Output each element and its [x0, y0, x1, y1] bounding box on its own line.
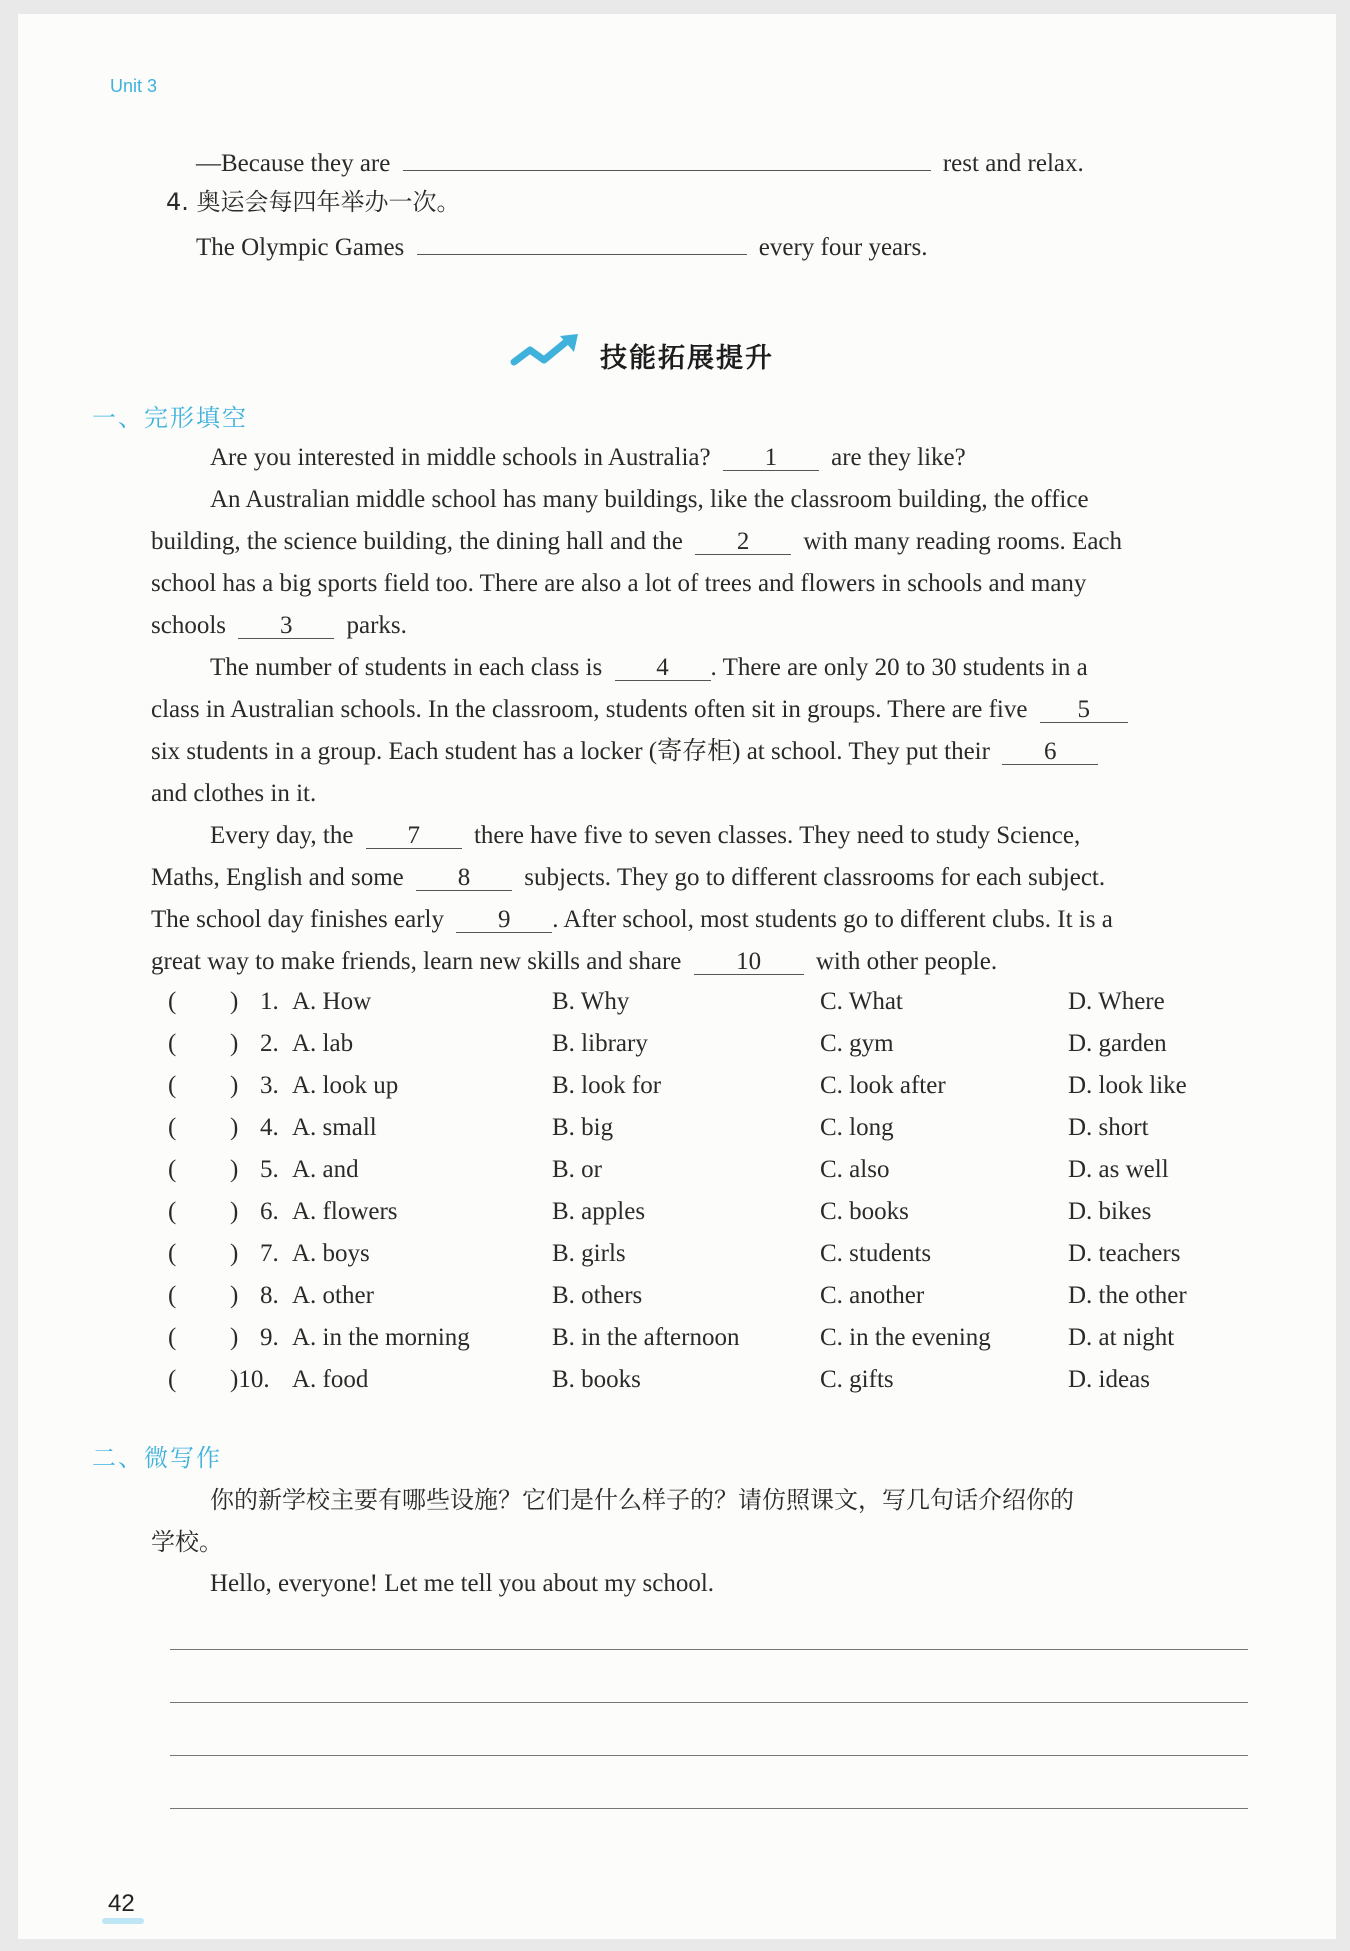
line-text: class in Australian schools. In the classroom, students often sit in groups. There are five: [151, 696, 1028, 723]
answer-paren-open: (: [168, 1366, 177, 1393]
writing-line-1[interactable]: [170, 1649, 1248, 1650]
option-a[interactable]: A. small: [292, 1114, 377, 1141]
writing-starter: Hello, everyone! Let me tell you about my school.: [210, 1570, 715, 1597]
option-c[interactable]: C. books: [820, 1198, 909, 1225]
answer-paren-close: ): [230, 1156, 239, 1183]
passage-line: [151, 736, 1098, 768]
writing-heading: 二、微写作: [92, 1444, 222, 1472]
answer-paren-close: ): [230, 1072, 239, 1099]
question-number: 4.: [260, 1114, 279, 1141]
option-c[interactable]: C. also: [820, 1156, 890, 1183]
blank-7[interactable]: 7: [366, 822, 462, 849]
answer-paren-open: (: [168, 1030, 177, 1057]
option-b[interactable]: B. Why: [552, 988, 630, 1015]
option-b[interactable]: B. books: [552, 1366, 641, 1393]
option-d[interactable]: D. bikes: [1068, 1198, 1152, 1225]
line-text: six students in a group. Each student has a locker (寄存柜) at school. They put their: [151, 738, 990, 765]
question-number: 5.: [260, 1156, 279, 1183]
question-number: )10.: [230, 1366, 270, 1393]
passage-line: [151, 946, 997, 978]
unit-label: Unit 3: [110, 76, 158, 96]
answer-paren-open: (: [168, 1240, 177, 1267]
option-c[interactable]: C. students: [820, 1240, 932, 1267]
trend-arrow-icon: [508, 332, 588, 372]
option-c[interactable]: C. another: [820, 1282, 925, 1309]
option-c[interactable]: C. long: [820, 1114, 894, 1141]
answer-paren-close: ): [230, 1240, 239, 1267]
blank-2[interactable]: 2: [695, 528, 791, 555]
answer-paren-close: ): [230, 1030, 239, 1057]
blank-9[interactable]: 9: [456, 906, 552, 933]
option-b[interactable]: B. look for: [552, 1072, 662, 1099]
line-text: are they like?: [831, 444, 966, 471]
line-text: The number of students in each class is: [210, 654, 603, 681]
line-text: Are you interested in middle schools in Australia?: [210, 444, 711, 471]
option-a[interactable]: A. in the morning: [292, 1324, 470, 1351]
option-d[interactable]: D. Where: [1068, 988, 1165, 1015]
page-number-highlight: [102, 1918, 144, 1924]
option-b[interactable]: B. big: [552, 1114, 614, 1141]
answer-paren-close: ): [230, 1114, 239, 1141]
line-text: . There are only 20 to 30 students in a: [710, 654, 1088, 681]
passage-line: [151, 904, 1113, 936]
blank-3[interactable]: 3: [238, 612, 334, 639]
option-b[interactable]: B. in the afternoon: [552, 1324, 740, 1351]
translation-line-3-answer: [196, 144, 1084, 180]
writing-prompt-line-2: 学校。: [151, 1528, 223, 1556]
blank-1[interactable]: 1: [723, 444, 819, 471]
option-d[interactable]: D. at night: [1068, 1324, 1175, 1351]
answer-paren-open: (: [168, 1072, 177, 1099]
question-number: 2.: [260, 1030, 279, 1057]
line-text: rest and relax.: [942, 150, 1084, 177]
option-b[interactable]: B. girls: [552, 1240, 626, 1267]
answer-paren-close: ): [230, 988, 239, 1015]
blank-6[interactable]: 6: [1002, 738, 1098, 765]
passage-line: [210, 442, 966, 474]
option-d[interactable]: D. ideas: [1068, 1366, 1150, 1393]
passage-line: [151, 694, 1128, 726]
line-text: The school day finishes early: [151, 906, 444, 933]
passage-line: and clothes in it.: [151, 780, 317, 807]
line-text: with many reading rooms. Each: [803, 528, 1123, 555]
answer-paren-open: (: [168, 988, 177, 1015]
blank-5[interactable]: 5: [1040, 696, 1128, 723]
answer-paren-open: (: [168, 1114, 177, 1141]
writing-line-2[interactable]: [170, 1702, 1248, 1703]
option-c[interactable]: C. gifts: [820, 1366, 894, 1393]
question-number: 9.: [260, 1324, 279, 1351]
line-text: The Olympic Games: [196, 234, 405, 261]
option-b[interactable]: B. apples: [552, 1198, 646, 1225]
question-number: 7.: [260, 1240, 279, 1267]
passage-line: An Australian middle school has many buildings, like the classroom building, the office: [210, 486, 1089, 513]
line-text: Maths, English and some: [151, 864, 404, 891]
option-b[interactable]: B. others: [552, 1282, 643, 1309]
question-number: 8.: [260, 1282, 279, 1309]
answer-paren-open: (: [168, 1198, 177, 1225]
answer-blank[interactable]: [417, 228, 747, 255]
option-b[interactable]: B. library: [552, 1030, 648, 1057]
option-c[interactable]: C. What: [820, 988, 903, 1015]
option-c[interactable]: C. gym: [820, 1030, 894, 1057]
line-text: subjects. They go to different classrooms for each subject.: [524, 864, 1106, 891]
line-text: parks.: [346, 612, 407, 639]
option-a[interactable]: A. food: [292, 1366, 369, 1393]
answer-paren-close: ): [230, 1282, 239, 1309]
line-text: with other people.: [815, 948, 998, 975]
writing-prompt-line-1: 你的新学校主要有哪些设施？它们是什么样子的？请仿照课文，写几句话介绍你的: [210, 1486, 1074, 1514]
option-d[interactable]: D. look like: [1068, 1072, 1187, 1099]
option-d[interactable]: D. as well: [1068, 1156, 1169, 1183]
workbook-page: [18, 14, 1336, 1939]
option-d[interactable]: D. garden: [1068, 1030, 1167, 1057]
cloze-heading: 一、完形填空: [92, 404, 248, 432]
translation-line-4-answer: [196, 228, 927, 264]
option-a[interactable]: A. boys: [292, 1240, 370, 1267]
passage-line: [151, 610, 407, 642]
option-a[interactable]: A. look up: [292, 1072, 399, 1099]
line-text: schools: [151, 612, 226, 639]
option-d[interactable]: D. short: [1068, 1114, 1149, 1141]
passage-line: [210, 652, 1088, 684]
passage-line: [151, 862, 1105, 894]
line-text: every four years.: [758, 234, 928, 261]
line-text: . After school, most students go to different clubs. It is a: [552, 906, 1113, 933]
option-d[interactable]: D. teachers: [1068, 1240, 1181, 1267]
page-number: 42: [108, 1890, 135, 1917]
line-text: building, the science building, the dining hall and the: [151, 528, 683, 555]
writing-line-3[interactable]: [170, 1755, 1248, 1756]
option-a[interactable]: A. and: [292, 1156, 359, 1183]
blank-8[interactable]: 8: [416, 864, 512, 891]
question-number: 6.: [260, 1198, 279, 1225]
answer-blank[interactable]: [403, 144, 931, 171]
option-d[interactable]: D. the other: [1068, 1282, 1187, 1309]
passage-line: school has a big sports field too. There are also a lot of trees and flowers in schools and many: [151, 570, 1087, 597]
question-number: 1.: [260, 988, 279, 1015]
section-title: 技能拓展提升: [600, 343, 774, 374]
option-a[interactable]: A. How: [292, 988, 372, 1015]
blank-10[interactable]: 10: [694, 948, 804, 975]
answer-paren-close: ): [230, 1324, 239, 1351]
line-text: great way to make friends, learn new skills and share: [151, 948, 682, 975]
translation-item-4: 4. 奥运会每四年举办一次。: [166, 188, 461, 216]
question-number: 3.: [260, 1072, 279, 1099]
option-c[interactable]: C. in the evening: [820, 1324, 991, 1351]
answer-paren-open: (: [168, 1156, 177, 1183]
line-text: —Because they are: [196, 150, 391, 177]
answer-paren-close: ): [230, 1198, 239, 1225]
answer-paren-open: (: [168, 1324, 177, 1351]
blank-4[interactable]: 4: [615, 654, 711, 681]
line-text: there have five to seven classes. They need to study Science,: [473, 822, 1081, 849]
option-a[interactable]: A. other: [292, 1282, 374, 1309]
option-a[interactable]: A. lab: [292, 1030, 354, 1057]
answer-paren-open: (: [168, 1282, 177, 1309]
option-a[interactable]: A. flowers: [292, 1198, 398, 1225]
passage-line: [210, 820, 1080, 852]
passage-line: [151, 526, 1122, 558]
line-text: Every day, the: [210, 822, 354, 849]
option-b[interactable]: B. or: [552, 1156, 602, 1183]
option-c[interactable]: C. look after: [820, 1072, 946, 1099]
writing-line-4[interactable]: [170, 1808, 1248, 1809]
